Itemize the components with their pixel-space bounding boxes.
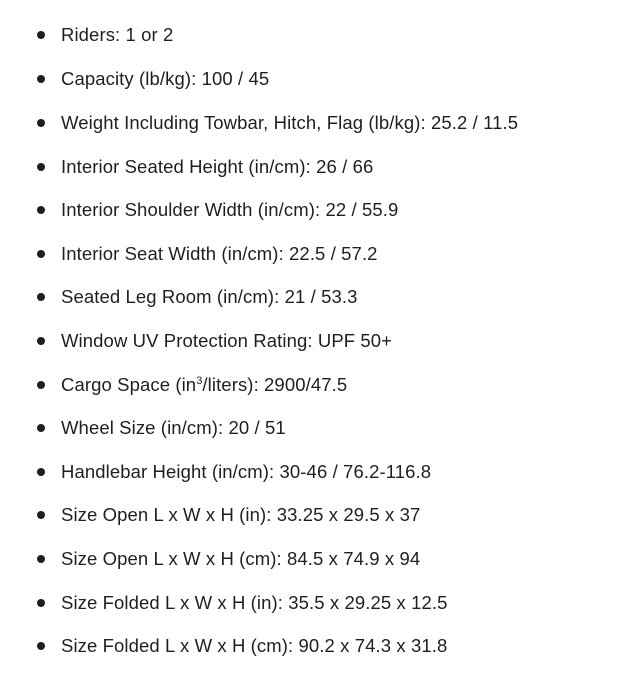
bullet-icon — [37, 119, 45, 127]
spec-text: Interior Shoulder Width (in/cm): 22 / 55.9 — [61, 199, 399, 220]
bullet-icon — [37, 555, 45, 563]
spec-text: Wheel Size (in/cm): 20 / 51 — [61, 417, 286, 438]
bullet-icon — [37, 468, 45, 476]
bullet-icon — [37, 293, 45, 301]
bullet-icon — [37, 250, 45, 258]
spec-text: Window UV Protection Rating: UPF 50+ — [61, 330, 393, 351]
bullet-icon — [37, 642, 45, 650]
spec-text: Handlebar Height (in/cm): 30-46 / 76.2-116.8 — [61, 461, 432, 482]
bullet-icon — [37, 511, 45, 519]
spec-text — [61, 374, 347, 396]
spec-text: Interior Seated Height (in/cm): 26 / 66 — [61, 156, 374, 177]
spec-text: Size Open L x W x H (cm): 84.5 x 74.9 x 94 — [61, 548, 421, 569]
bullet-icon — [37, 206, 45, 214]
spec-text: Capacity (lb/kg): 100 / 45 — [61, 68, 270, 89]
spec-text: Size Open L x W x H (in): 33.25 x 29.5 x 37 — [61, 504, 421, 525]
spec-text: Interior Seat Width (in/cm): 22.5 / 57.2 — [61, 243, 378, 264]
bullet-icon — [37, 424, 45, 432]
spec-text: Weight Including Towbar, Hitch, Flag (lb/kg): 25.2 / 11.5 — [61, 112, 519, 133]
bullet-icon — [37, 381, 45, 389]
spec-text: Seated Leg Room (in/cm): 21 / 53.3 — [61, 286, 358, 307]
spec-text: Size Folded L x W x H (in): 35.5 x 29.25 x 12.5 — [61, 592, 448, 613]
spec-text: Size Folded L x W x H (cm): 90.2 x 74.3 x 31.8 — [61, 635, 448, 656]
bullet-icon — [37, 75, 45, 83]
bullet-icon — [37, 31, 45, 39]
bullet-icon — [37, 599, 45, 607]
spec-text: Riders: 1 or 2 — [61, 24, 174, 45]
bullet-icon — [37, 163, 45, 171]
superscript: 3 — [196, 375, 203, 387]
bullet-icon — [37, 337, 45, 345]
spec-text-pre: Cargo Space (in — [61, 374, 197, 395]
spec-text-post: /liters): 2900/47.5 — [202, 374, 348, 395]
